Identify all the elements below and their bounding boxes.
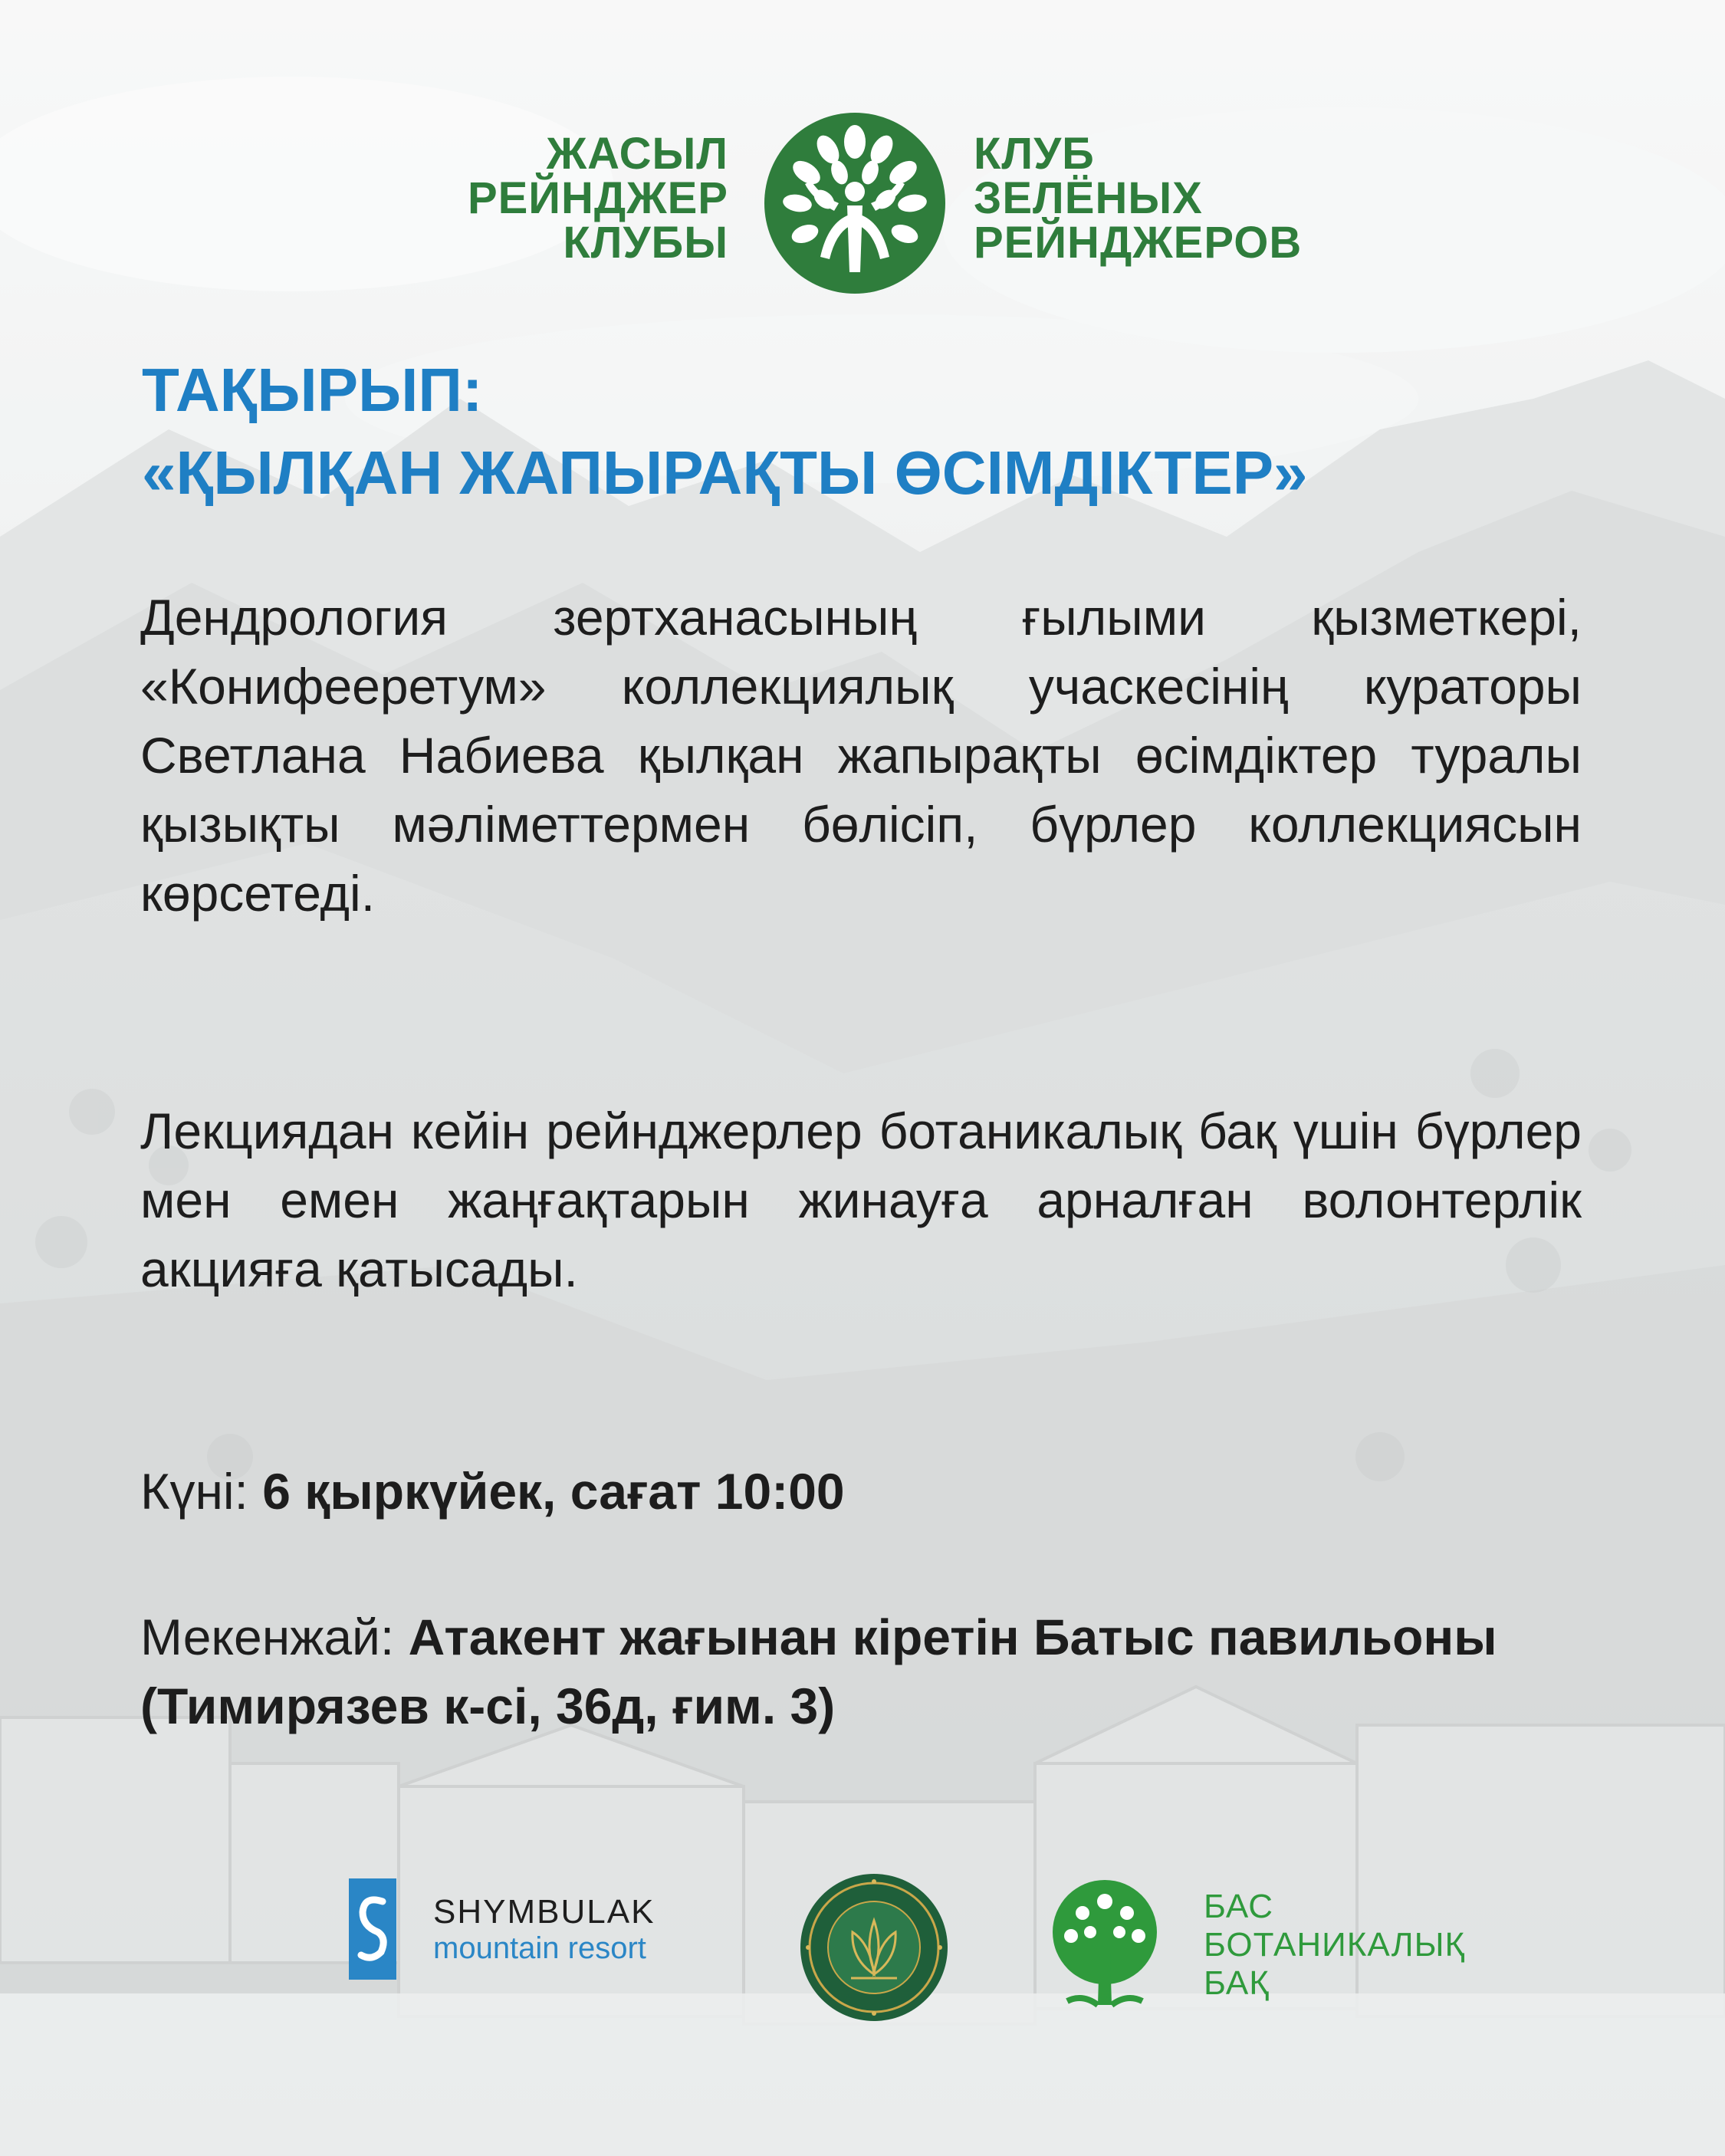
shymbulak-name: SHYMBULAK <box>433 1893 656 1931</box>
shymbulak-subtitle: mountain resort <box>433 1931 646 1965</box>
description-paragraph-1: Дендрология зертханасының ғылыми қызметкері, «Конифеeретум» коллекциялық учаскесінің кураторы Светлана Набиева қылқан жапырақты өсімдіктер туралы қызықты мәліметтермен бөлісіп, бүрлер коллекциясын көрсетеді. <box>140 589 1582 922</box>
tree-people-icon <box>759 107 951 299</box>
logo-kazakh-text <box>399 129 728 268</box>
topic-title: «ҚЫЛҚАН ЖАПЫРАҚТЫ ӨСІМДІКТЕР» <box>142 439 1308 507</box>
event-date <box>140 1457 1597 1526</box>
bbg-line-3: БАҚ <box>1204 1964 1270 2002</box>
logo-left-line-1: ЖАСЫЛ <box>546 129 728 179</box>
logo-right-line-3: РЕЙНДЖЕРОВ <box>974 218 1303 268</box>
description-paragraph-2: Лекциядан кейін рейнджерлер ботаникалық бақ үшін бүрлер мен емен жаңғақтарын жинауға арналған волонтерлік акцияға қатысады. <box>140 1103 1582 1297</box>
date-value: 6 қыркүйек, сағат 10:00 <box>262 1463 845 1520</box>
date-label: Күні: <box>140 1463 248 1520</box>
logo-left-line-3: КЛУБЫ <box>563 218 728 268</box>
address-label: Мекенжай: <box>140 1609 395 1665</box>
bbg-line-2: БОТАНИКАЛЫҚ <box>1204 1926 1466 1964</box>
event-address <box>140 1602 1597 1740</box>
shymbulak-s-icon <box>349 1878 396 1980</box>
logo-left-line-2: РЕЙНДЖЕР <box>467 173 728 223</box>
logo-russian-text <box>974 129 1403 268</box>
topic-label: ТАҚЫРЫП: <box>142 356 483 424</box>
logo-right-line-1: КЛУБ <box>974 129 1095 179</box>
bbg-logo-text <box>1204 1888 1465 2003</box>
bbg-tree-icon <box>1044 1878 1165 2009</box>
address-value: Атакент жағынан кіретін Батыс павильоны (Тимирязев к-сі, 36д, ғим. 3) <box>140 1609 1497 1734</box>
topic-heading <box>142 349 1598 514</box>
shymbulak-logo-text <box>433 1894 655 1966</box>
institute-seal-icon <box>797 1871 951 2024</box>
bbg-line-1: БАС <box>1204 1888 1274 1925</box>
logo-right-line-2: ЗЕЛЁНЫХ <box>974 173 1203 223</box>
